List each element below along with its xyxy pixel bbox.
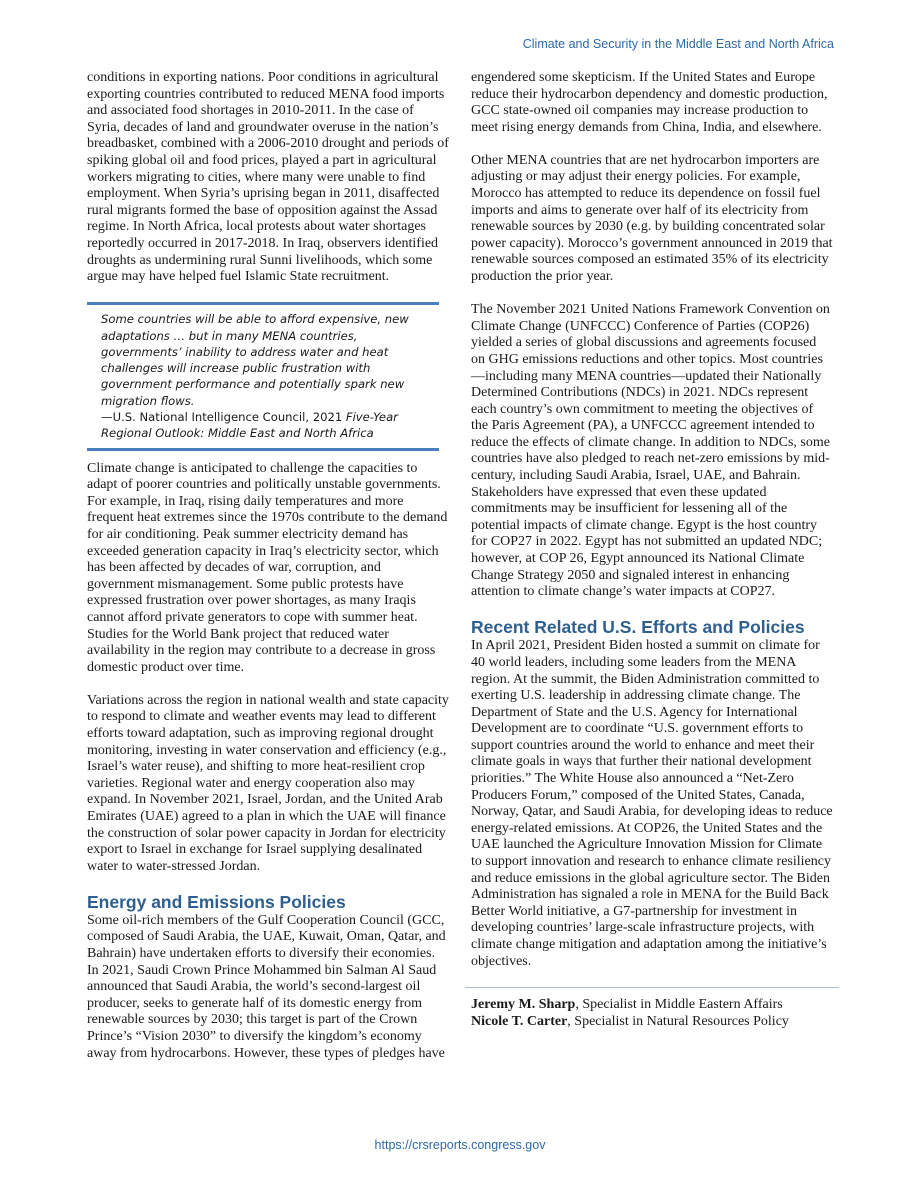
pull-quote-source: —U.S. National Intelligence Council, 2021 <box>101 410 343 424</box>
left-column <box>87 70 449 1079</box>
paragraph: Other MENA countries that are net hydrocarbon importers are adjusting or may adjust their energy policies. For example, Morocco has attempted to reduce its dependence on fossil fuel imports and aims to generate over half of its electricity from renewable sources by 2030 (e.g. by building concentrated solar power capacity). Morocco’s government announced in 2019 that renewable sources composed an estimated 35% of its electricity production the prior year. <box>471 152 833 285</box>
section-heading-us-efforts: Recent Related U.S. Efforts and Policies <box>471 617 805 638</box>
pull-quote <box>87 302 439 450</box>
paragraph: conditions in exporting nations. Poor conditions in agricultural exporting countries contributed to reduced MENA food imports and associated food shortages in 2010-2011. In the case of Syria, decades of land and groundwater overuse in the nation’s breadbasket, combined with a 2006-2010 drought and periods of spiking global oil and food prices, played a part in agricultural workers migrating to cities, where many were unable to find employment. When Syria’s uprising began in 2011, disaffected rural migrants formed the base of opposition against the Assad regime. In North Africa, local protests about water shortages reportedly occurred in 2017-2018. In Iraq, observers identified droughts as undermining rural Sunni livelihoods, which some argue may have helped fuel Islamic State recruitment. <box>87 70 449 285</box>
paragraph: Some oil-rich members of the Gulf Cooperation Council (GCC, composed of Saudi Arabia, the UAE, Kuwait, Oman, Qatar, and Bahrain) have undertaken efforts to diversify their economies. In 2021, Saudi Crown Prince Mohammed bin Salman Al Saud announced that Saudi Arabia, the world’s second-largest oil producer, seeks to generate half of its domestic energy from renewable sources by 2030; this target is part of the Crown Prince’s “Vision 2030” to diversify the kingdom’s economy away from hydrocarbons. However, these types of pledges have <box>87 912 446 1061</box>
author-line <box>471 997 833 1014</box>
author-name: Nicole T. Carter <box>471 1014 568 1030</box>
section-heading-energy: Energy and Emissions Policies <box>87 891 346 912</box>
paragraph: Variations across the region in national wealth and state capacity to respond to climate and weather events may lead to different efforts toward adaptation, such as improving regional drought monitoring, investing in water conservation and efficiency (e.g., Israel’s water reuse), and shifting to more heat-resilient crop varieties. Regional water and energy cooperation also may expand. In November 2021, Israel, Jordan, and the United Arab Emirates (UAE) agreed to a plan in which the UAE will finance the construction of solar power capacity in Jordan for electricity export to Israel in exchange for Israel supplying desalinated water to water-stressed Jordan. <box>87 692 449 874</box>
author-name: Jeremy M. Sharp <box>471 996 576 1012</box>
paragraph: The November 2021 United Nations Framework Convention on Climate Change (UNFCCC) Conference of Parties (COP26) yielded a series of global discussions and agreements focused on GHG emissions reductions and other topics. Most countries—including many MENA countries—updated their Nationally Determined Contributions (NDCs) in 2021. NDCs represent each country’s own commitment to meeting the objectives of the Paris Agreement (PA), a UNFCCC agreement intended to reduce the effects of climate change. In addition to NDCs, some countries have also pledged to reach net-zero emissions by mid-century, including Saudi Arabia, Israel, UAE, and Bahrain. Stakeholders have expressed that even these updated commitments may be insufficient for lessening all of the potential impacts of climate change. Egypt is the host country for COP27 in 2022. Egypt has not submitted an updated NDC; however, at COP 26, Egypt announced its National Climate Change Strategy 2050 and signaled interest in enhancing attention to climate change’s water impacts at COP27. <box>471 302 830 600</box>
right-column <box>471 70 833 1032</box>
footer-url-link[interactable]: https://crsreports.congress.gov <box>374 1138 546 1152</box>
running-header-title: Climate and Security in the Middle East and North Africa <box>522 37 834 51</box>
pull-quote-text: Some countries will be able to afford expensive, new adaptations … but in many MENA countries, governments’ inability to address water and heat challenges will increase public frustration with government performance and potentially spark new migration flows. <box>101 312 409 408</box>
author-role: , Specialist in Natural Resources Policy <box>567 1014 789 1030</box>
author-role: , Specialist in Middle Eastern Affairs <box>575 996 783 1012</box>
paragraph: engendered some skepticism. If the United States and Europe reduce their hydrocarbon dependency and domestic production, GCC state-owned oil companies may increase production to meet rising energy demands from China, India, and elsewhere. <box>471 70 828 135</box>
pull-quote-title: Five-Year Regional Outlook: Middle East and North Africa <box>101 410 398 441</box>
author-divider <box>465 987 839 988</box>
paragraph: Climate change is anticipated to challenge the capacities to adapt of poorer countries and politically unstable governments. For example, in Iraq, rising daily temperatures and more frequent heat extremes since the 1970s contribute to the demand for air conditioning. Peak summer electricity demand has exceeded generation capacity in Iraq’s electricity sector, which has been affected by decades of war, corruption, and government mismanagement. Some public protests have expressed frustration over power shortages, as many Iraqis cannot afford private generators to cope with summer heat. Studies for the World Bank project that reduced water availability in the region may contribute to a decrease in gross domestic product over time. <box>87 460 448 675</box>
author-line <box>471 1014 833 1031</box>
paragraph: In April 2021, President Biden hosted a summit on climate for 40 world leaders, including some leaders from the MENA region. At the summit, the Biden Administration committed to exerting U.S. leadership in addressing climate change. The Department of State and the U.S. Agency for International Development are to coordinate “U.S. government efforts to support countries around the world to enhance and meet their climate goals in ways that further their national development priorities.” The White House also announced a “Net-Zero Producers Forum,” composed of the United States, Canada, Norway, Qatar, and Saudi Arabia, for developing ideas to reduce energy-related emissions. At COP26, the United States and the UAE launched the Agriculture Innovation Mission for Climate to support innovation and research to enhance climate resiliency and reduce emissions in the global agriculture sector. The Biden Administration has signaled a role in MENA for the Build Back Better World initiative, a G7-partnership for investment in developing countries’ large-scale infrastructure projects, with climate change mitigation and adaptation among the initiative’s objectives. <box>471 638 833 969</box>
